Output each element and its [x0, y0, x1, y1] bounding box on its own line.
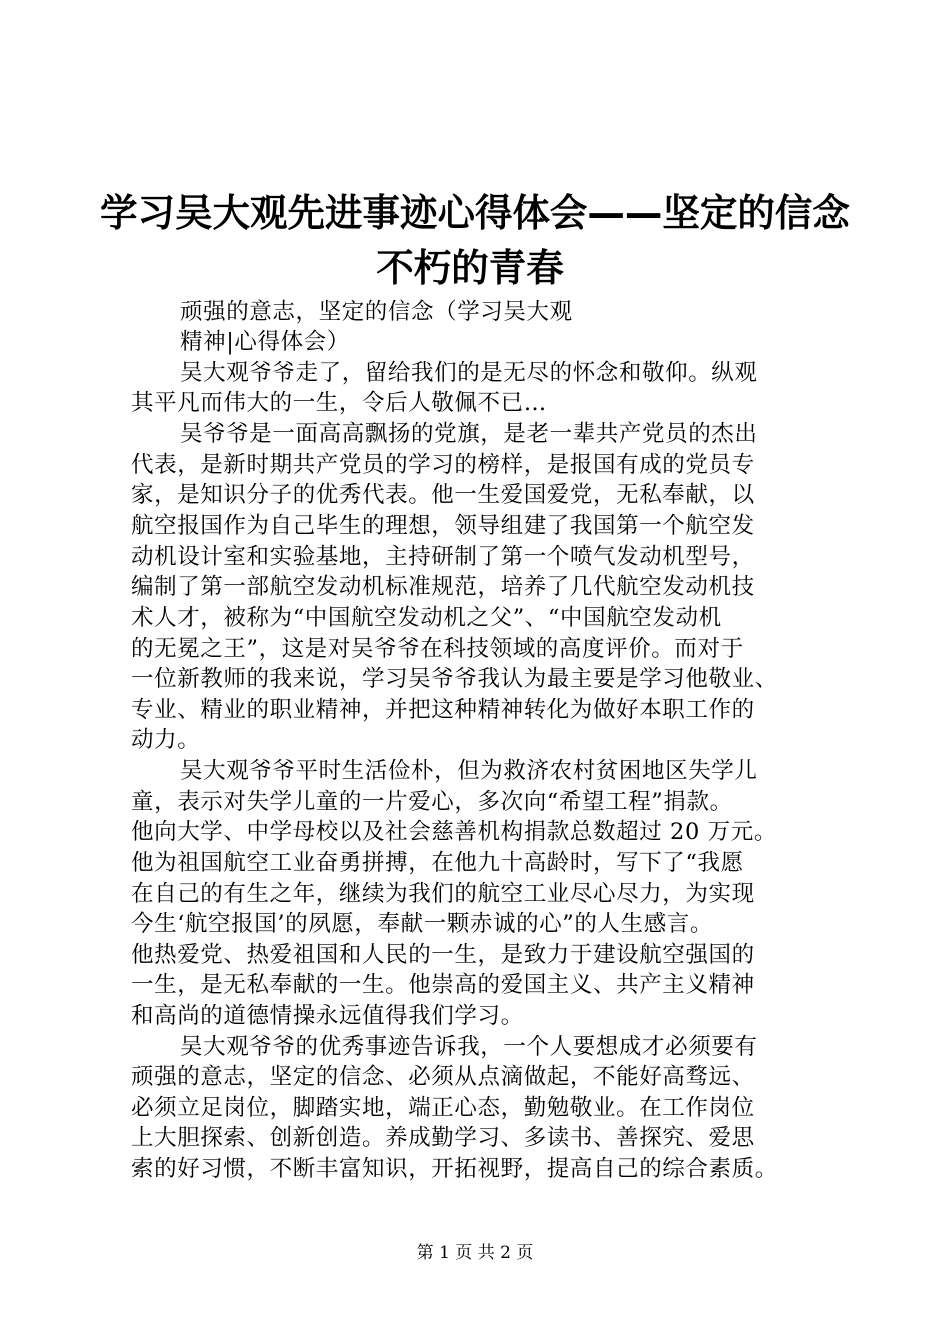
body-line: 动机设计室和实验基地，主持研制了第一个喷气发动机型号， — [131, 544, 755, 570]
body-line: 童，表示对失学儿童的一片爱心，多次向“希望工程”捐款。 — [131, 789, 733, 815]
body-line: 顽强的意志，坚定的信念、必须从点滴做起，不能好高骛远、 — [131, 1064, 755, 1090]
body-line: 吴大观爷爷平时生活俭朴，但为救济农村贫困地区失学儿 — [180, 758, 758, 784]
body-line: 动力。 — [131, 727, 201, 753]
body-line: 的无冕之王”，这是对吴爷爷在科技领域的高度评价。而对于 — [131, 636, 744, 662]
body-line: 术人才，被称为“中国航空发动机之父”、“中国航空发动机 — [131, 605, 722, 631]
body-line: 吴大观爷爷的优秀事迹告诉我，一个人要想成才必须要有 — [180, 1034, 758, 1060]
body-line: 编制了第一部航空发动机标准规范，培养了几代航空发动机技 — [131, 574, 755, 600]
document-title-line-1: 学习吴大观先进事迹心得体会——坚定的信念 — [100, 191, 850, 235]
body-line: 一生，是无私奉献的一生。他崇高的爱国主义、共产主义精神 — [131, 972, 755, 998]
body-line: 其平凡而伟大的一生，令后人敬佩不已… — [131, 390, 547, 416]
body-line: 一位新教师的我来说，学习吴爷爷我认为最主要是学习他敬业、 — [131, 666, 778, 692]
body-line: 吴大观爷爷走了，留给我们的是无尽的怀念和敬仰。纵观 — [180, 360, 758, 386]
body-line: 吴爷爷是一面高高飘扬的党旗，是老一辈共产党员的杰出 — [180, 421, 758, 447]
body-line: 他热爱党、热爱祖国和人民的一生，是致力于建设航空强国的 — [131, 942, 755, 968]
body-line: 必须立足岗位，脚踏实地，端正心态，勤勉敬业。在工作岗位 — [131, 1095, 755, 1121]
body-line: 和高尚的道德情操永远值得我们学习。 — [131, 1003, 524, 1029]
body-line: 他向大学、中学母校以及社会慈善机构捐款总数超过 20 万元。 — [131, 819, 777, 845]
body-line: 航空报国作为自己毕生的理想，领导组建了我国第一个航空发 — [131, 513, 755, 539]
body-line: 他为祖国航空工业奋勇拼搏，在他九十高龄时，写下了“我愿 — [131, 850, 744, 876]
body-line: 上大胆探索、创新创造。养成勤学习、多读书、善探究、爱思 — [131, 1125, 755, 1151]
body-line: 索的好习惯，不断丰富知识，开拓视野，提高自己的综合素质。 — [131, 1156, 778, 1182]
document-title-line-2: 不朽的青春 — [376, 246, 564, 290]
page-footer: 第 1 页 共 2 页 — [416, 1243, 534, 1263]
body-line: 专业、精业的职业精神，并把这种精神转化为做好本职工作的 — [131, 697, 755, 723]
body-line: 顽强的意志，坚定的信念（学习吴大观 — [180, 299, 573, 325]
body-line: 在自己的有生之年，继续为我们的航空工业尽心尽力，为实现 — [131, 881, 755, 907]
body-line: 代表，是新时期共产党员的学习的榜样，是报国有成的党员专 — [131, 452, 755, 478]
body-line: 精神|心得体会） — [180, 329, 350, 355]
body-line: 今生‘航空报国’的夙愿，奉献一颗赤诚的心”的人生感言。 — [131, 911, 714, 937]
body-line: 家，是知识分子的优秀代表。他一生爱国爱党，无私奉献，以 — [131, 482, 755, 508]
